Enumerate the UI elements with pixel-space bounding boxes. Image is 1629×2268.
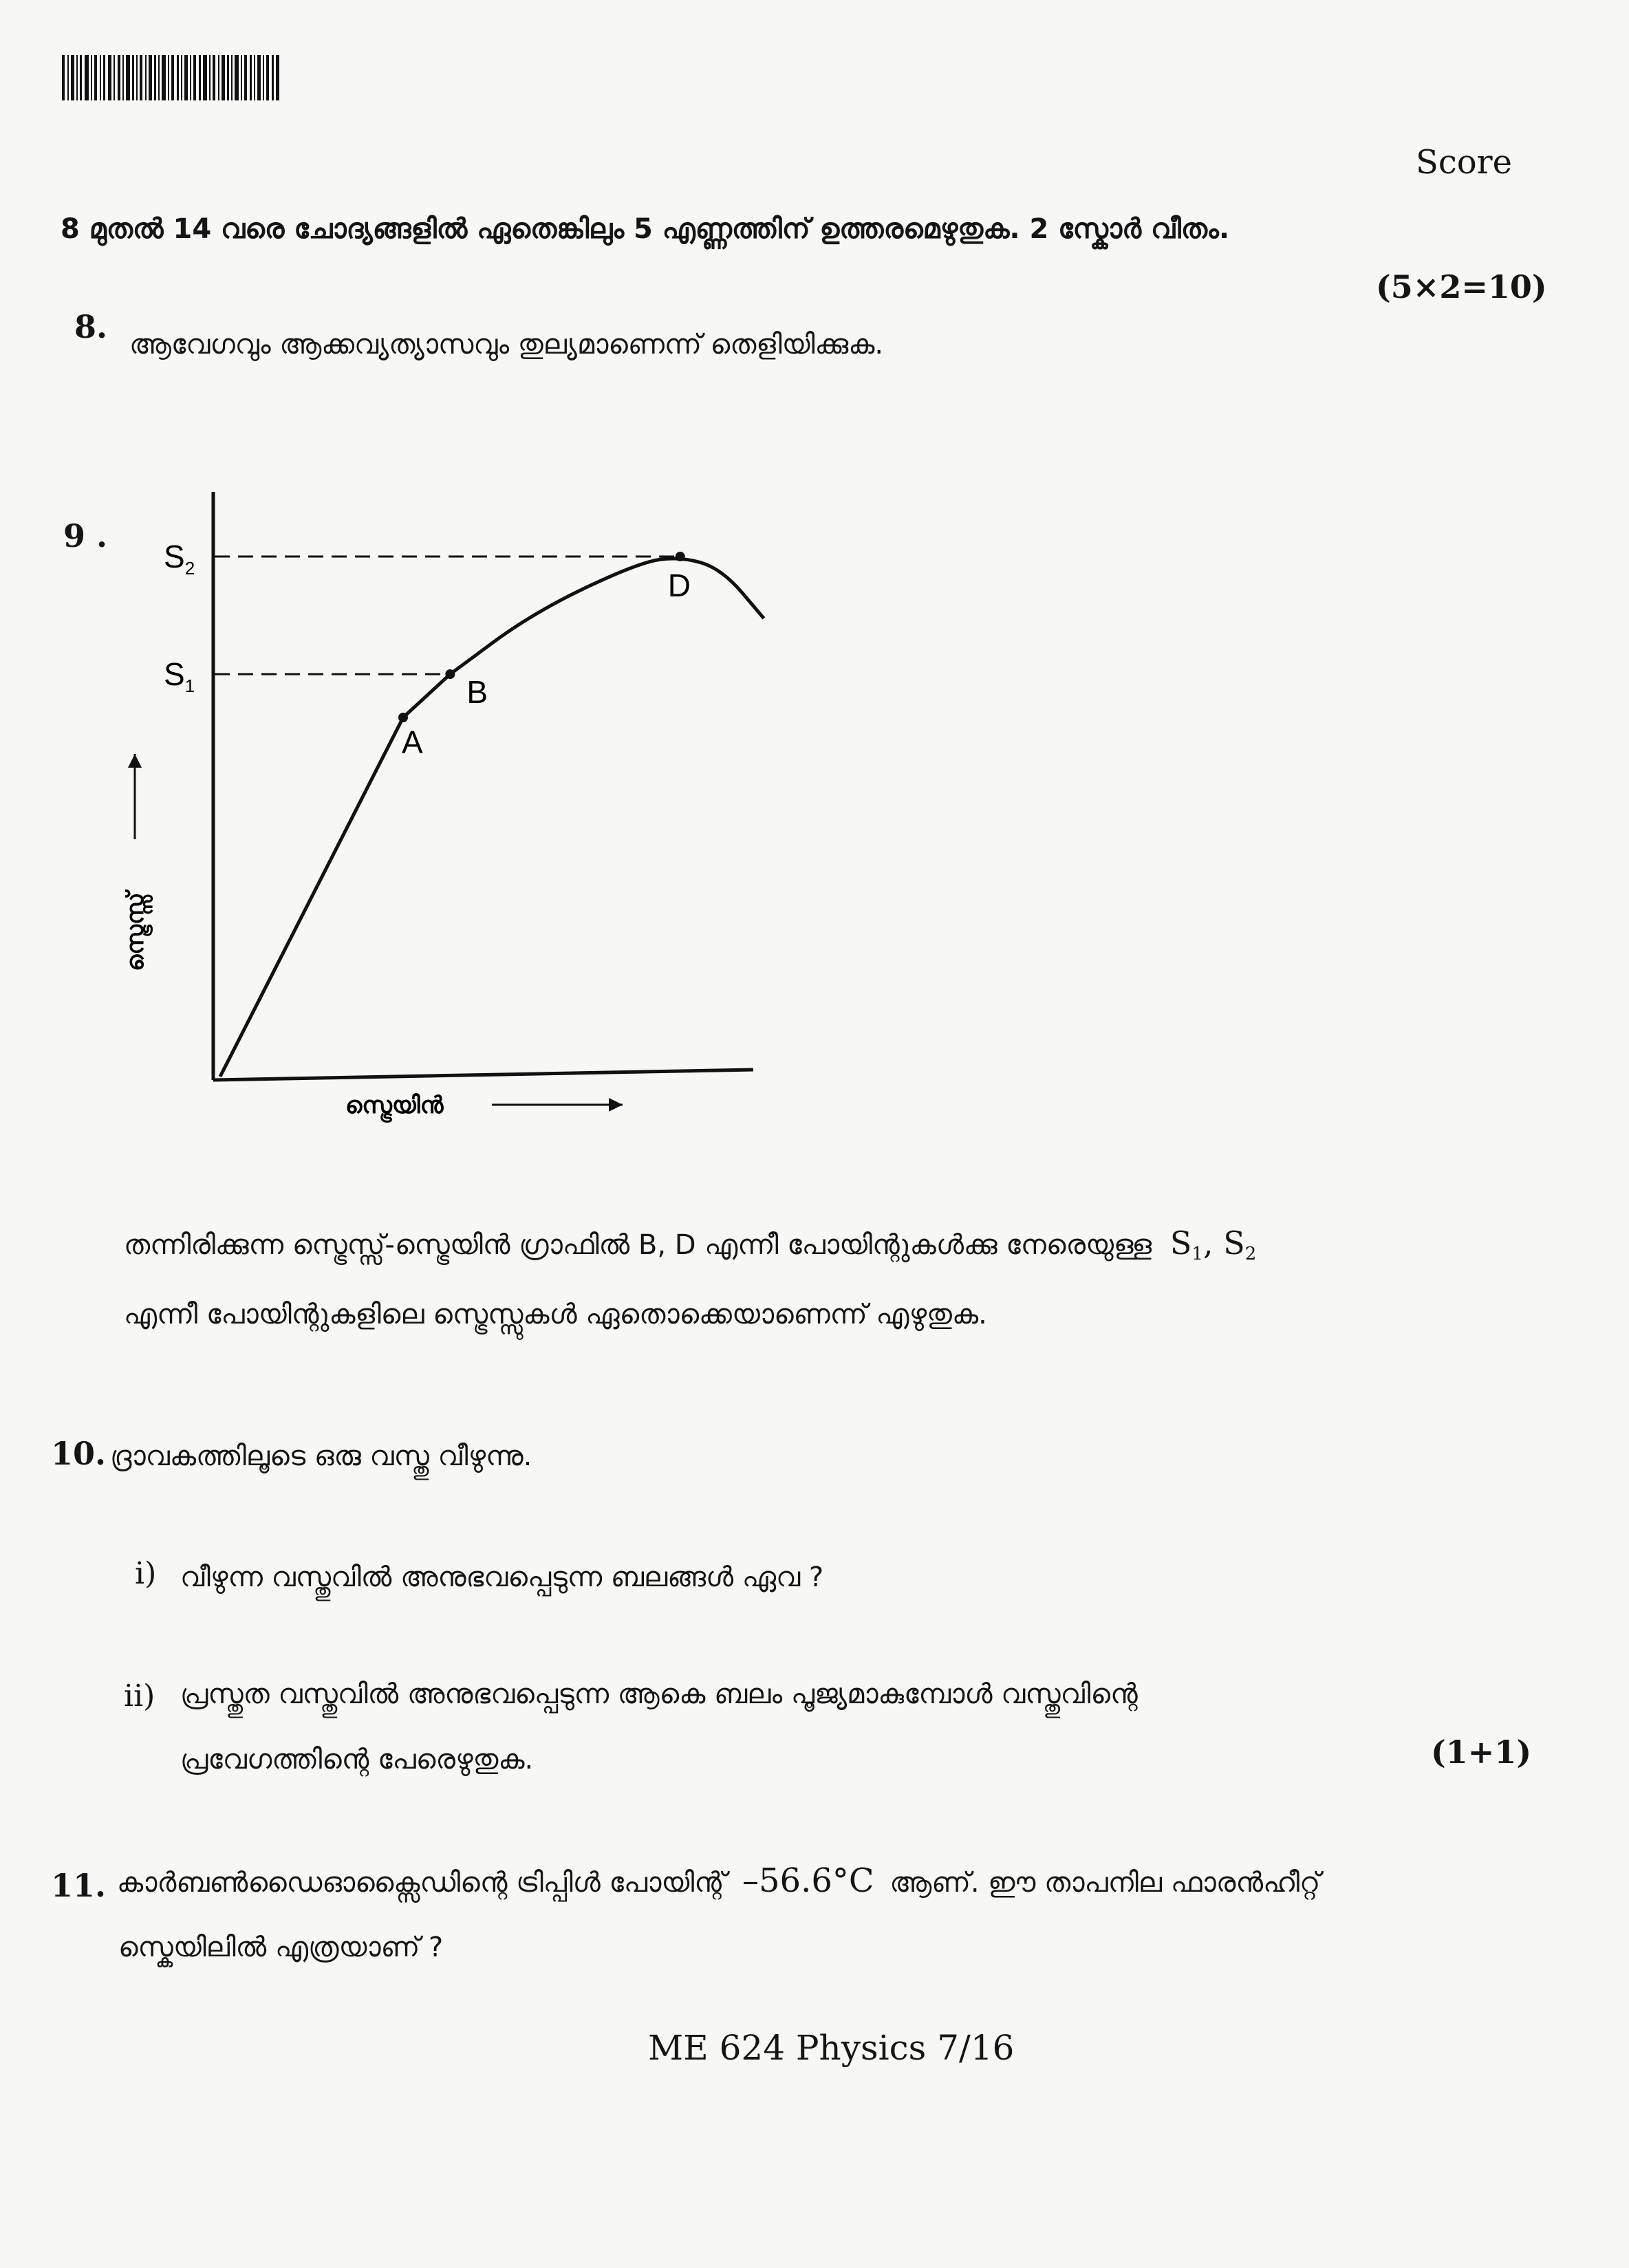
section-instruction: 8 മുതൽ 14 വരെ ചോദ്യങ്ങളിൽ ഏതെങ്കിലും 5 എണ്ണത്തിന് ഉത്തരമെഴുതുക. 2 സ്കോർ വീതം. [61, 213, 1230, 245]
question-11-text-a: കാർബൺഡൈഓക്സൈഡിന്റെ ട്രിപ്പിൾ പോയിന്റ് [117, 1867, 727, 1899]
question-10-ii-label: ii) [124, 1678, 155, 1714]
question-10-ii-line1: പ്രസ്തുത വസ്തുവിൽ അനുഭവപ്പെടുന്ന ആകെ ബലം പൂജ്യമാകുമ്പോൾ വസ്തുവിന്റെ [180, 1678, 1138, 1710]
x-axis-arrow-head [609, 1098, 623, 1112]
question-10-ii-line2: പ്രവേഗത്തിന്റെ പേരെഴുതുക. [180, 1744, 534, 1775]
question-8-number: 8. [74, 308, 108, 345]
question-8-text: ആവേഗവും ആക്കവ്യത്യാസവും തുല്യമാണെന്ന് തെളിയിക്കുക. [129, 329, 884, 360]
triple-point-temperature: –56.6°C [742, 1861, 874, 1900]
barcode [62, 55, 282, 100]
question-9-text-line2: എന്നീ പോയിന്റുകളിലെ സ്ട്രെസ്സുകൾ ഏതൊക്കെയാണെന്ന് എഴുതുക. [124, 1299, 987, 1330]
stress-strain-curve [220, 559, 764, 1077]
question-10-i-text: വീഴുന്ന വസ്തുവിൽ അനുഭവപ്പെടുന്ന ബലങ്ങൾ ഏവ ? [180, 1562, 824, 1593]
y-tick-s2: $S_2$ [164, 539, 195, 579]
point-a-marker [398, 713, 408, 722]
score-label: Score [1416, 143, 1513, 182]
question-10-marks: (1+1) [1431, 1734, 1532, 1771]
stress-s1-ref: $S_1$ [1169, 1224, 1203, 1264]
question-10-number: 10. [51, 1435, 107, 1472]
question-10-i-label: i) [135, 1556, 157, 1591]
x-axis-label: സ്ട്രെയിൻ [345, 1092, 444, 1119]
point-d-label: D [667, 568, 691, 603]
page-footer: ME 624 Physics 7/16 [648, 2028, 1015, 2068]
point-d-marker [676, 552, 685, 561]
question-9-number: 9 . [63, 517, 108, 554]
point-b-label: B [466, 674, 488, 710]
x-axis [213, 1070, 753, 1080]
stress-strain-graph [103, 482, 805, 1156]
point-b-marker [445, 669, 455, 679]
stress-s2-ref: $S_2$ [1223, 1224, 1257, 1264]
question-11-text-b: ആണ്. ഈ താപനില ഫാരൻഹീറ്റ് [889, 1867, 1321, 1899]
y-axis-label: സ്ട്രെസ്സ് [122, 892, 149, 971]
section-marks: (5×2=10) [1376, 268, 1547, 305]
point-a-label: A [402, 724, 423, 760]
y-tick-s1: $S_1$ [164, 656, 195, 696]
question-11-line1 [117, 1861, 1320, 1900]
stress-ref-separator: , [1202, 1224, 1224, 1262]
question-11-number: 11. [51, 1867, 107, 1904]
question-9-text-line1 [124, 1224, 1256, 1264]
y-axis-arrow-head [128, 754, 142, 768]
question-10-text: ദ്രാവകത്തിലൂടെ ഒരു വസ്തു വീഴുന്നു. [110, 1440, 532, 1472]
question-9-text-a: തന്നിരിക്കുന്ന സ്ട്രെസ്സ്-സ്ട്രെയിൻ ഗ്രാഫിൽ B, D എന്നീ പോയിന്റുകൾക്കു നേരെയുള്ള [124, 1229, 1152, 1261]
question-11-line2: സ്കെയിലിൽ എത്രയാണ് ? [118, 1932, 444, 1963]
